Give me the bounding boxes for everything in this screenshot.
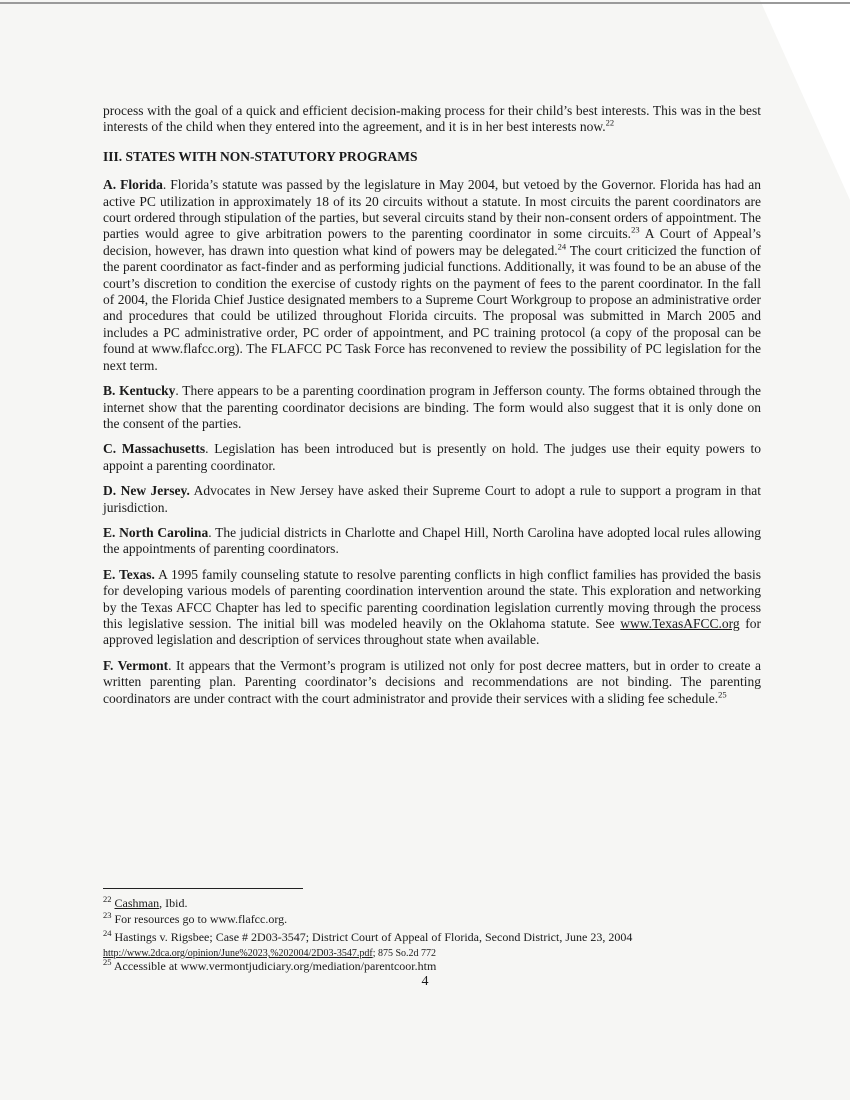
- page-corner: [760, 0, 850, 200]
- footnote-ref-23[interactable]: 23: [631, 224, 640, 235]
- document-body: [103, 103, 761, 716]
- footnote-23: $^{23}$ For resources go to www.flafcc.org.: [103, 910, 288, 926]
- footnote-24-link-line: http://www.2dca.org/opinion/June%2023,%202004/2D03-3547.pdf; 875 So.2d 772: [103, 948, 437, 959]
- footnote-22: $^{22}$ Cashman, Ibid.: [103, 894, 188, 910]
- north-carolina-paragraph: E. North Carolina. The judicial districts in Charlotte and Chapel Hill, North Carolina have adopted local rules allowing the appointments of parenting coordinators.: [103, 524, 761, 557]
- texas-afcc-link[interactable]: www.TexasAFCC.org: [620, 615, 740, 631]
- massachusetts-paragraph: C. Massachusetts. Legislation has been introduced but is presently on hold. The judges use their equity powers to appoint a parenting coordinator.: [103, 441, 761, 473]
- vermont-label: F. Vermont: [103, 657, 169, 673]
- massachusetts-label: C. Massachusetts: [103, 441, 206, 457]
- footnote-ref-25[interactable]: 25: [718, 689, 727, 700]
- opinion-url-link[interactable]: http://www.2dca.org/opinion/June%2023,%202004/2D03-3547.pdf: [103, 948, 373, 959]
- kentucky-label: B. Kentucky: [103, 383, 176, 399]
- florida-label: A. Florida: [103, 177, 163, 193]
- intro-paragraph: process with the goal of a quick and efficient decision-making process for their child’s best interests. This was in the best interests of the child when they entered into the agreement, and it is in her best interests now.$^{22}$: [103, 103, 761, 135]
- florida-paragraph: A. Florida. Florida’s statute was passed by the legislature in May 2004, but vetoed by the Governor. Florida has had an active PC utilization in approximately 18 of its 20 circuits without a statute. In most circuits the parent coordinators are court ordered through stipulation of the parties, but several circuits stand by their non-consent orders of appointment. The parties would agree to give arbitration powers to the parenting coordinator in some circuits.$^{23}$ A Court of Appeal’s decision, however, has drawn into question what kind of powers may be delegated.$^{24}$ The court criticized the function of the parent coordinator as fact-finder and as performing judicial functions. Additionally, it was found to be an abuse of the court’s discretion to condition the exercise of custody rights on the payment of fees to the parent coordinator. In the fall of 2004, the Florida Chief Justice designated members to a Supreme Court Workgroup to propose an administrative order and procedures that could be utilized throughout Florida circuits. The proposal was submitted in March 2005 and includes a PC administrative order, PC order of appointment, and PC training protocol (a copy of the proposal can be found at www.flafcc.org). The FLAFCC PC Task Force has reconvened to review the possibility of PC legislation for the next term.: [103, 177, 762, 373]
- kentucky-paragraph: B. Kentucky. There appears to be a parenting coordination program in Jefferson county. The forms obtained through the internet show that the parenting coordinator decisions are binding. The form would also suggest that it is only done on the consent of the parties.: [103, 383, 761, 431]
- new-jersey-paragraph: D. New Jersey. Advocates in New Jersey have asked their Supreme Court to adopt a rule to support a program in that jurisdiction.: [103, 483, 761, 515]
- footnote-25: $^{25}$ Accessible at www.vermontjudiciary.org/mediation/parentcoor.htm: [103, 957, 437, 973]
- new-jersey-label: D. New Jersey.: [103, 483, 190, 499]
- footnote-ref-24[interactable]: 24: [557, 241, 567, 252]
- cashman-link[interactable]: Cashman: [114, 896, 160, 910]
- north-carolina-label: E. North Carolina: [103, 524, 209, 540]
- texas-paragraph: E. Texas. A 1995 family counseling statute to resolve parenting conflicts in high conflict families has provided the basis for developing various models of parenting coordination intervention around the state. This exploration and networking by the Texas AFCC Chapter has led to specific parenting coordination legislation currently moving through the process this legislative session. The initial bill was modeled heavily on the Oklahoma statute. See www.TexasAFCC.org for approved legislation and description of services throughout state when available.: [103, 566, 761, 648]
- texas-label: E. Texas.: [103, 566, 155, 582]
- footnote-ref-22[interactable]: 22: [605, 117, 615, 128]
- footnote-24: $^{24}$ Hastings v. Rigsbee; Case # 2D03-3547; District Court of Appeal of Florida, Second District, June 23, 2004: [103, 928, 633, 944]
- page-number: 4: [421, 974, 429, 989]
- footnote-divider: [103, 888, 303, 889]
- scan-edge: [0, 2, 850, 4]
- section-heading: III. STATES WITH NON-STATUTORY PROGRAMS: [103, 148, 418, 164]
- vermont-paragraph: F. Vermont. It appears that the Vermont’s program is utilized not only for post decree matters, but in order to create a written parenting plan. Parenting coordinator’s decisions and recommendations are not binding. The parenting coordinators are under contract with the court administrator and provide their services with a sliding fee schedule.$^{25}$: [103, 657, 761, 706]
